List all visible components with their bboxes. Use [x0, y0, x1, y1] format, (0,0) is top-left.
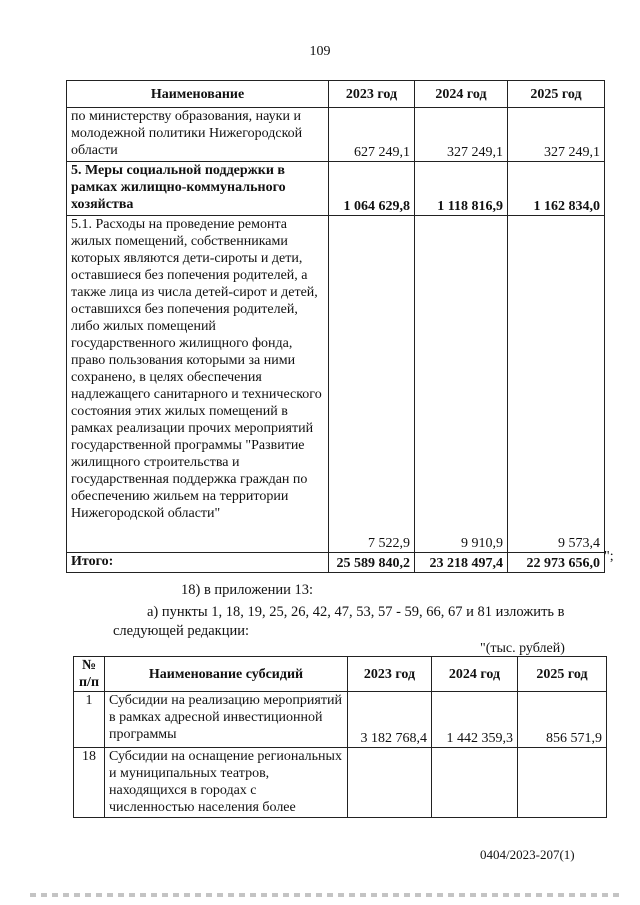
- row-value-2025: 856 571,9: [518, 692, 607, 748]
- row-value-2025: [518, 748, 607, 818]
- col-header-name: Наименование: [67, 81, 329, 108]
- paragraph-a-line2: следующей редакции:: [113, 623, 250, 639]
- paragraph-item-18: 18) в приложении 13:: [181, 582, 314, 598]
- col-header-subsidy-name: Наименование субсидий: [105, 657, 348, 692]
- col-header-2024: 2024 год: [415, 81, 508, 108]
- row-value-2023: 3 182 768,4: [348, 692, 432, 748]
- page-number: 109: [309, 44, 331, 59]
- row-index: 18: [74, 748, 105, 818]
- col-header-2025: 2025 год: [508, 81, 605, 108]
- col-header-2023: 2023 год: [348, 657, 432, 692]
- row-name: 5. Меры социальной поддержки в рамках жилищно-коммунального хозяйства: [67, 162, 329, 216]
- unit-label: "(тыс. рублей): [480, 641, 565, 656]
- total-row: [67, 553, 605, 573]
- row-value-2023: 627 249,1: [329, 108, 415, 162]
- row-value-2023: [348, 748, 432, 818]
- row-index: 1: [74, 692, 105, 748]
- row-name: по министерству образования, науки и молодежной политики Нижегородской области: [67, 108, 329, 162]
- scan-edge-artifact: [30, 893, 620, 897]
- row-name: 5.1. Расходы на проведение ремонта жилых помещений, собственниками которых являются дети-сироты и дети, оставшиеся без попечения родителей, а также лица из числа детей-сирот и детей, оставшихся без попечения родителей, либо жилых помещений государственного жилищного фонда, право пользования которыми за ними сохранено, в целях обеспечения надлежащего санитарного и технического состояния этих жилых помещений в рамках реализации прочих мероприятий государственной программы "Развитие жилищного строительства и государственная поддержка граждан по обеспечению жильем на территории Нижегородской области": [67, 216, 329, 553]
- total-label: Итого:: [67, 553, 329, 573]
- row-value-2024: 1 442 359,3: [432, 692, 518, 748]
- col-header-2024: 2024 год: [432, 657, 518, 692]
- table-header-row: [67, 81, 605, 108]
- table-row: [67, 216, 605, 553]
- table-row: [67, 162, 605, 216]
- subsidies-table: [73, 656, 607, 818]
- table-row: [74, 692, 607, 748]
- row-name: Субсидии на реализацию мероприятий в рамках адресной инвестиционной программы: [105, 692, 348, 748]
- total-value-2024: 23 218 497,4: [415, 553, 508, 573]
- col-header-2025: 2025 год: [518, 657, 607, 692]
- col-header-2023: 2023 год: [329, 81, 415, 108]
- total-value-2023: 25 589 840,2: [329, 553, 415, 573]
- row-name: Субсидии на оснащение региональных и муниципальных театров, находящихся в городах с численностью населения более: [105, 748, 348, 818]
- row-value-2024: 1 118 816,9: [415, 162, 508, 216]
- row-value-2024: [432, 748, 518, 818]
- row-value-2025: 1 162 834,0: [508, 162, 605, 216]
- closing-quote: ";: [604, 549, 614, 564]
- total-value-2025: 22 973 656,0: [508, 553, 605, 573]
- row-value-2025: 9 573,4: [508, 216, 605, 553]
- paragraph-a-line1: а) пункты 1, 18, 19, 25, 26, 42, 47, 53, 57 - 59, 66, 67 и 81 изложить в: [147, 604, 565, 620]
- row-value-2023: 7 522,9: [329, 216, 415, 553]
- row-value-2024: 327 249,1: [415, 108, 508, 162]
- row-value-2025: 327 249,1: [508, 108, 605, 162]
- row-value-2023: 1 064 629,8: [329, 162, 415, 216]
- col-header-index: № п/п: [74, 657, 105, 692]
- document-code: 0404/2023-207(1): [480, 847, 575, 862]
- row-value-2024: 9 910,9: [415, 216, 508, 553]
- table-row: [67, 108, 605, 162]
- budget-table: [66, 80, 605, 573]
- table-row: [74, 748, 607, 818]
- table-header-row: [74, 657, 607, 692]
